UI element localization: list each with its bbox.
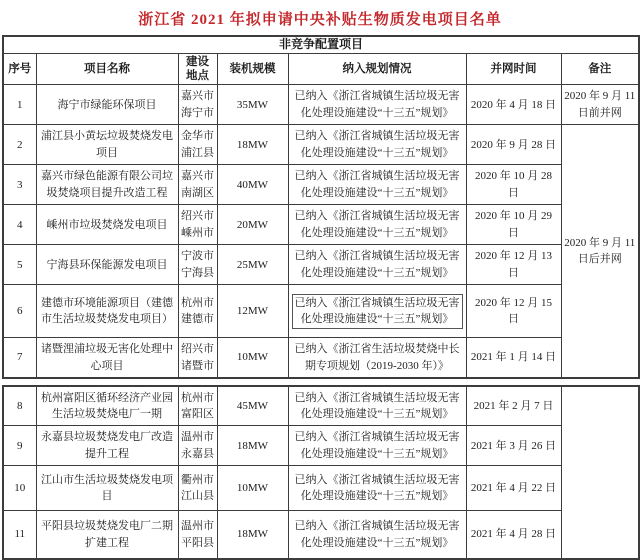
cell-project-name: 建德市环境能源项目（建德市生活垃圾焚烧发电项目） xyxy=(36,285,178,338)
cell-project-name: 嵊州市垃圾焚烧发电项目 xyxy=(36,205,178,245)
cell-project-name: 杭州富阳区循环经济产业园生活垃圾焚烧电厂一期 xyxy=(36,386,178,426)
projects-table-section-b xyxy=(2,385,640,560)
cell-planning: 已纳入《浙江省城镇生活垃圾无害化处理设施建设“十三五”规划》 xyxy=(288,466,466,511)
cell-planning: 已纳入《浙江省城镇生活垃圾无害化处理设施建设“十三五”规划》 xyxy=(288,245,466,285)
col-header-planning: 纳入规划情况 xyxy=(288,53,466,85)
cell-capacity: 12MW xyxy=(217,285,288,338)
cell-no: 10 xyxy=(3,466,36,511)
cell-grid-date: 2020 年 12 月 13 日 xyxy=(466,245,561,285)
cell-no: 4 xyxy=(3,205,36,245)
cell-planning: 已纳入《浙江省城镇生活垃圾无害化处理设施建设“十三五”规划》 xyxy=(288,511,466,559)
table-row xyxy=(3,85,639,125)
cell-planning-boxed-text: 已纳入《浙江省城镇生活垃圾无害化处理设施建设“十三五”规划》 xyxy=(292,294,463,329)
cell-project-name: 诸暨浬浦垃圾无害化处理中心项目 xyxy=(36,338,178,378)
cell-no: 8 xyxy=(3,386,36,426)
cell-remark-merged-empty xyxy=(561,386,639,559)
table-row xyxy=(3,426,639,466)
cell-remark-merged: 2020 年 9 月 11 日后并网 xyxy=(561,125,639,378)
cell-location: 金华市浦江县 xyxy=(178,125,217,165)
cell-no: 9 xyxy=(3,426,36,466)
cell-capacity: 45MW xyxy=(217,386,288,426)
cell-capacity: 10MW xyxy=(217,466,288,511)
cell-grid-date: 2020 年 10 月 29 日 xyxy=(466,205,561,245)
cell-no: 5 xyxy=(3,245,36,285)
cell-planning: 已纳入《浙江省城镇生活垃圾无害化处理设施建设“十三五”规划》 xyxy=(288,205,466,245)
cell-project-name: 平阳县垃圾焚烧发电厂二期扩建工程 xyxy=(36,511,178,559)
table-row xyxy=(3,338,639,378)
cell-project-name: 浦江县小黄坛垃圾焚烧发电项目 xyxy=(36,125,178,165)
cell-grid-date: 2021 年 1 月 14 日 xyxy=(466,338,561,378)
col-header-grid-date: 并网时间 xyxy=(466,53,561,85)
cell-grid-date: 2021 年 4 月 22 日 xyxy=(466,466,561,511)
cell-project-name: 宁海县环保能源发电项目 xyxy=(36,245,178,285)
cell-capacity: 18MW xyxy=(217,426,288,466)
projects-table-section-a xyxy=(2,35,640,379)
cell-no: 7 xyxy=(3,338,36,378)
cell-project-name: 永嘉县垃圾焚烧发电厂改造提升工程 xyxy=(36,426,178,466)
col-header-capacity: 装机规模 xyxy=(217,53,288,85)
cell-no: 1 xyxy=(3,85,36,125)
cell-no: 2 xyxy=(3,125,36,165)
cell-location: 嘉兴市海宁市 xyxy=(178,85,217,125)
cell-planning xyxy=(288,285,466,338)
cell-capacity: 25MW xyxy=(217,245,288,285)
cell-grid-date: 2020 年 9 月 28 日 xyxy=(466,125,561,165)
cell-location: 绍兴市嵊州市 xyxy=(178,205,217,245)
cell-capacity: 35MW xyxy=(217,85,288,125)
table-row xyxy=(3,285,639,338)
cell-location: 杭州市建德市 xyxy=(178,285,217,338)
cell-capacity: 18MW xyxy=(217,511,288,559)
cell-location: 嘉兴市南湖区 xyxy=(178,165,217,205)
table-row xyxy=(3,466,639,511)
cell-project-name: 海宁市绿能环保项目 xyxy=(36,85,178,125)
cell-grid-date: 2020 年 10 月 28 日 xyxy=(466,165,561,205)
col-header-remark: 备注 xyxy=(561,53,639,85)
table-row xyxy=(3,125,639,165)
cell-location: 温州市永嘉县 xyxy=(178,426,217,466)
section-band xyxy=(3,36,639,53)
cell-planning: 已纳入《浙江省城镇生活垃圾无害化处理设施建设“十三五”规划》 xyxy=(288,386,466,426)
cell-project-name: 江山市生活垃圾焚烧发电项目 xyxy=(36,466,178,511)
page-title: 浙江省 2021 年拟申请中央补贴生物质发电项目名单 xyxy=(138,12,502,28)
cell-capacity: 40MW xyxy=(217,165,288,205)
cell-planning: 已纳入《浙江省城镇生活垃圾无害化处理设施建设“十三五”规划》 xyxy=(288,125,466,165)
cell-planning: 已纳入《浙江省城镇生活垃圾无害化处理设施建设“十三五”规划》 xyxy=(288,165,466,205)
cell-location: 温州市平阳县 xyxy=(178,511,217,559)
cell-planning: 已纳入《浙江省生活垃圾焚烧中长期专项规划（2019-2030 年）》 xyxy=(288,338,466,378)
table-row xyxy=(3,165,639,205)
cell-grid-date: 2021 年 4 月 28 日 xyxy=(466,511,561,559)
cell-location: 宁波市宁海县 xyxy=(178,245,217,285)
table-header-row xyxy=(3,53,639,85)
cell-no: 11 xyxy=(3,511,36,559)
col-header-name: 项目名称 xyxy=(36,53,178,85)
cell-no: 3 xyxy=(3,165,36,205)
cell-grid-date: 2021 年 2 月 7 日 xyxy=(466,386,561,426)
cell-capacity: 20MW xyxy=(217,205,288,245)
section-band-label: 非竞争配置项目 xyxy=(3,36,639,53)
cell-grid-date: 2020 年 12 月 15 日 xyxy=(466,285,561,338)
cell-location: 绍兴市诸暨市 xyxy=(178,338,217,378)
table-row xyxy=(3,205,639,245)
cell-grid-date: 2021 年 3 月 26 日 xyxy=(466,426,561,466)
cell-planning: 已纳入《浙江省城镇生活垃圾无害化处理设施建设“十三五”规划》 xyxy=(288,426,466,466)
col-header-location: 建设地点 xyxy=(178,53,217,85)
cell-project-name: 嘉兴市绿色能源有限公司垃圾焚烧项目提升改造工程 xyxy=(36,165,178,205)
cell-location: 杭州市富阳区 xyxy=(178,386,217,426)
cell-planning: 已纳入《浙江省城镇生活垃圾无害化处理设施建设“十三五”规划》 xyxy=(288,85,466,125)
cell-remark: 2020 年 9 月 11 日前并网 xyxy=(561,85,639,125)
cell-capacity: 18MW xyxy=(217,125,288,165)
table-row xyxy=(3,386,639,426)
cell-no: 6 xyxy=(3,285,36,338)
col-header-no: 序号 xyxy=(3,53,36,85)
table-row xyxy=(3,511,639,559)
table-row xyxy=(3,245,639,285)
cell-grid-date: 2020 年 4 月 18 日 xyxy=(466,85,561,125)
cell-capacity: 10MW xyxy=(217,338,288,378)
cell-location: 衢州市江山县 xyxy=(178,466,217,511)
